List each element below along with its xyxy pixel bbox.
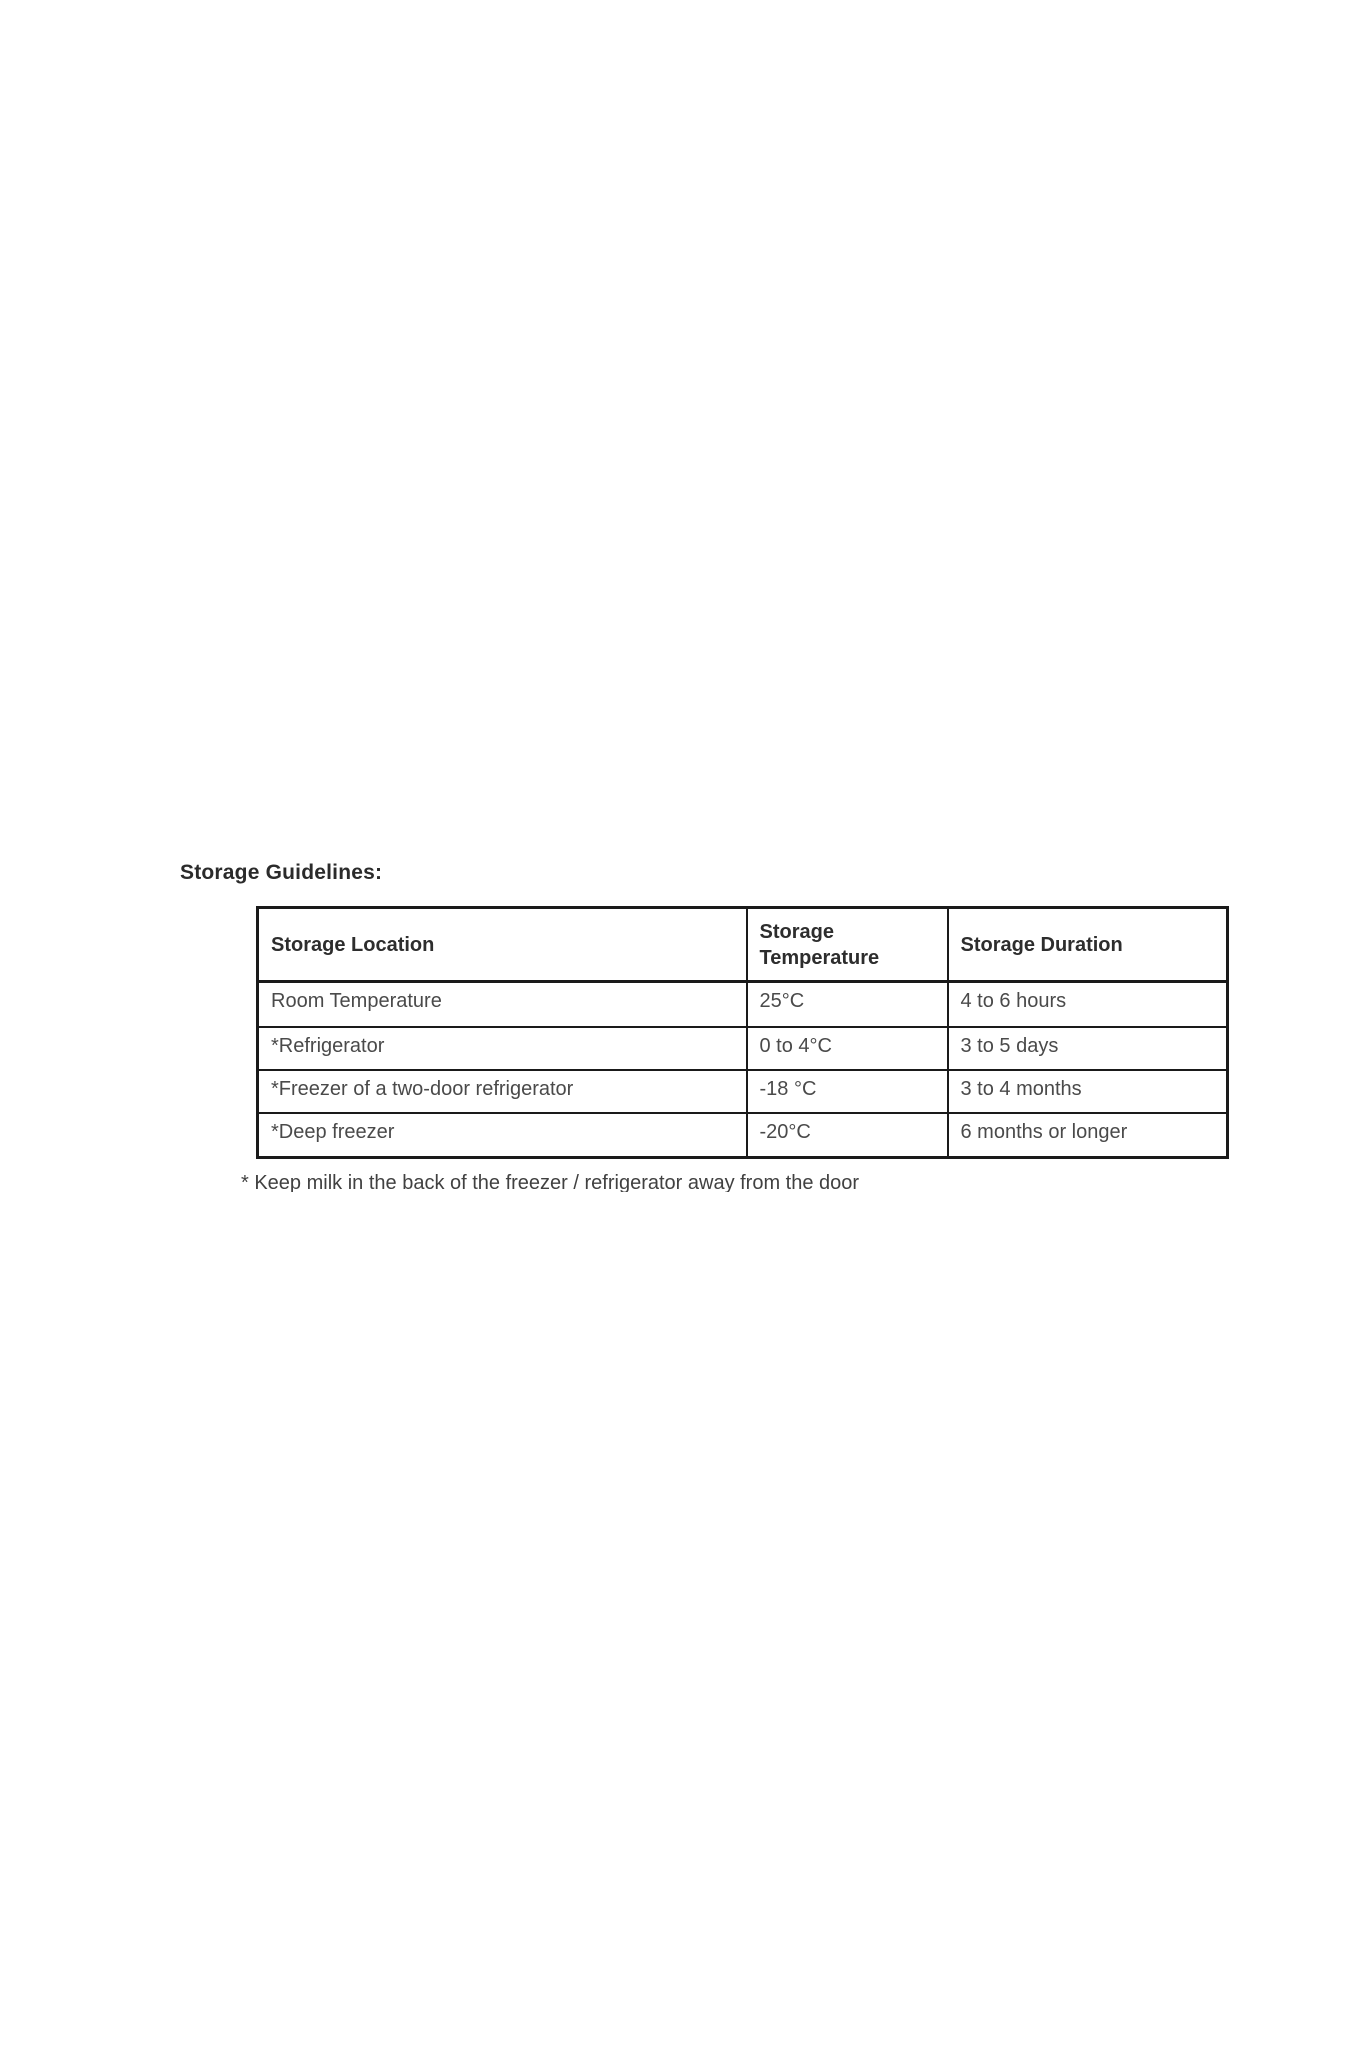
cell-storage-temperature: 25°C — [747, 982, 948, 1028]
footnote — [241, 1170, 1101, 1192]
storage-guidelines-table — [256, 906, 1229, 1159]
cell-storage-duration: 4 to 6 hours — [948, 982, 1228, 1028]
column-header-storage-temperature: Storage Temperature — [747, 908, 948, 982]
cell-storage-temperature: -20°C — [747, 1113, 948, 1158]
table-row — [258, 1027, 1228, 1070]
cell-storage-duration: 6 months or longer — [948, 1113, 1228, 1158]
cell-storage-temperature: 0 to 4°C — [747, 1027, 948, 1070]
cell-storage-duration: 3 to 4 months — [948, 1070, 1228, 1113]
footnote-text: * Keep milk in the back of the freezer / refrigerator away from the door — [241, 1172, 860, 1192]
cell-storage-location: *Freezer of a two-door refrigerator — [258, 1070, 747, 1113]
table-row — [258, 982, 1228, 1028]
table-header-row — [258, 908, 1228, 982]
table-row — [258, 1113, 1228, 1158]
table-row — [258, 1070, 1228, 1113]
column-header-storage-duration: Storage Duration — [948, 908, 1228, 982]
cell-storage-temperature: -18 °C — [747, 1070, 948, 1113]
column-header-storage-location: Storage Location — [258, 908, 747, 982]
cell-storage-duration: 3 to 5 days — [948, 1027, 1228, 1070]
cell-storage-location: *Refrigerator — [258, 1027, 747, 1070]
cell-storage-location: *Deep freezer — [258, 1113, 747, 1158]
cell-storage-location: Room Temperature — [258, 982, 747, 1028]
page-title: Storage Guidelines: — [180, 861, 383, 884]
